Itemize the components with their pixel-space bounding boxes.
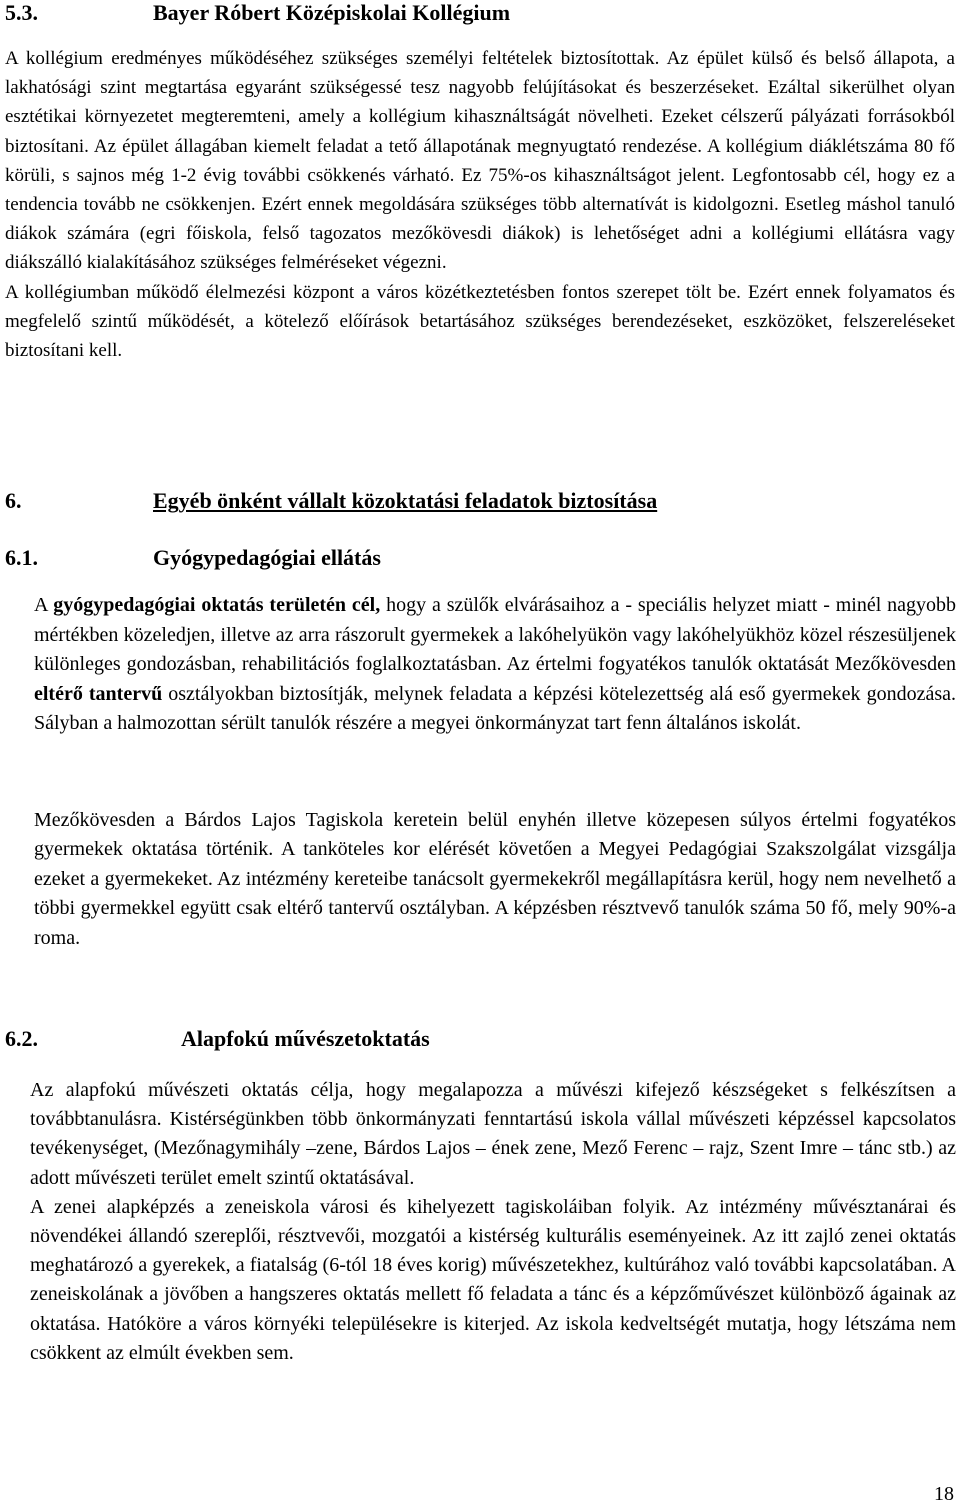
paragraph-text: Mezőkövesden a Bárdos Lajos Tagiskola keretein belül enyhén illetve közepesen súlyos értelmi fogyatékos gyermekek oktatása történik. A tanköteles kor elérését követően a Megyei Pedagógiai Szakszolgálat vizsgálja ezeket a gyermekeket. Az intézmény kereteibe tanácsolt gyermekekről megállapításra kerül, hogy nem nevelhető a többi gyermekkel együtt csak eltérő tantervű osztályban. A képzésben résztvevő tanulók száma 50 fő, mely 90%-a roma. <box>34 809 956 949</box>
paragraph-kollegium-1 <box>5 44 955 365</box>
bold-phrase: gyógypedagógiai oktatás területén cél, <box>53 594 381 616</box>
paragraph-text: A kollégiumban működő élelmezési központ a város közétkeztetésben fontos szerepet tölt be. Ezért ennek folyamatos és megfelelő szintű működését, a kötelező előírások betartásához szükséges berendezéseket, eszközöket, felszereléseket biztosítani kell. <box>5 281 955 362</box>
section-heading-5-3 <box>5 0 511 26</box>
paragraph-muveszetoktatas <box>30 1076 956 1368</box>
paragraph-text: A zenei alapképzés a zeneiskola városi és kihelyezett tagiskoláiban folyik. Az intézmény művésztanárai és növendékei állandó szereplői, résztvevői, mozgatói a kistérség kulturális eseményeinek. Az itt zajló zenei oktatás meghatározó a gyerekek, a fiatalság (6-tól 18 éves korig) művészetekhez, kultúrához való további kapcsolatában. A zeneiskolának a jövőben a hangszeres oktatás mellett fő feladata a tánc és a képzőművészet különböző ágainak az oktatása. Hatóköre a város környéki településekre is kiterjed. Az iskola kedveltségét mutatja, hogy létszáma nem csökkent az elmúlt években sem. <box>30 1195 956 1364</box>
section-title: Alapfokú művészetoktatás <box>181 1026 430 1051</box>
section-heading-6-2 <box>5 1026 430 1052</box>
bold-phrase: eltérő tantervű <box>34 682 163 705</box>
paragraph-text: A kollégium eredményes működéséhez szükséges személyi feltételek biztosítottak. Az épület külső és belső állapota, a lakhatósági szint megtartása egyaránt szükségessé tesz nagyobb felújításokat és beszerzéseket. Ezáltal sikerülhet olyan esztétikai környezetet megteremteni, amely a kollégium kihasználtságát növelheti. Ezeket célszerű pályázati forrásokból biztosítani. Az épület állagában kiemelt feladat a tető állapotának megnyugtató rendezése. A kollégium diáklétszáma 80 fő körüli, s sajnos még 1-2 évig további csökkenés várható. Ez 75%-os kihasználtságot jelent. Legfontosabb cél, hogy ez a tendencia tovább ne csökkenjen. Ezért ennek megoldására szükséges több alternatívát is kidolgozni. Esetleg máshol tanuló diákok számára (egri főiskola, felső tagozatos mezőkövesdi diákok) is lehetőséget adni a kollégiumi ellátásra vagy diákszálló kialakításához szükséges felméréseket végezni. <box>5 48 955 274</box>
section-heading-6 <box>5 488 658 514</box>
section-title: Gyógypedagógiai ellátás <box>153 545 381 570</box>
page-number: 18 <box>934 1483 954 1505</box>
section-number: 5.3. <box>5 0 38 25</box>
paragraph-text: Az alapfokú művészeti oktatás célja, hogy megalapozza a művészi kifejező készségeket s felkészítsen a továbbtanulásra. Kistérségünkben több önkormányzati fenntartású iskola vállal művészeti képzéssel kapcsolatos tevékenységet, (Mezőnagymihály –zene, Bárdos Lajos – ének zene, Mező Ferenc – rajz, Szent Imre – tánc stb.) az adott művészeti terület emelt szintű oktatásával. <box>30 1079 956 1189</box>
section-heading-6-1 <box>5 545 381 571</box>
section-number: 6.1. <box>5 545 38 570</box>
paragraph-text: A <box>34 594 54 616</box>
paragraph-gyogypedagogia-2 <box>34 806 956 953</box>
paragraph-gyogypedagogia-1 <box>34 591 956 739</box>
section-number: 6. <box>5 488 22 513</box>
section-title: Egyéb önként vállalt közoktatási feladatok biztosítása <box>153 488 658 513</box>
paragraph-text: osztályokban biztosítják, melynek feladata a képzési kötelezettség alá eső gyermekek gondozása. Sályban a halmozottan sérült tanulók részére a megyei önkormányzat tart fenn általános iskolát. <box>34 682 956 735</box>
section-title: Bayer Róbert Középiskolai Kollégium <box>153 0 511 25</box>
section-number: 6.2. <box>5 1026 38 1051</box>
paragraph-text: hogy a szülők elvárásaihoz a - speciális helyzet miatt - minél nagyobb mértékben közeledjen, illetve az arra rászorult gyermekek a lakóhelyükön vagy lakóhelyükhöz közel részesüljenek különleges gondozásban, rehabilitációs foglalkoztatásban. Az értelmi fogyatékos tanulók oktatását Mezőkövesden <box>34 594 957 676</box>
